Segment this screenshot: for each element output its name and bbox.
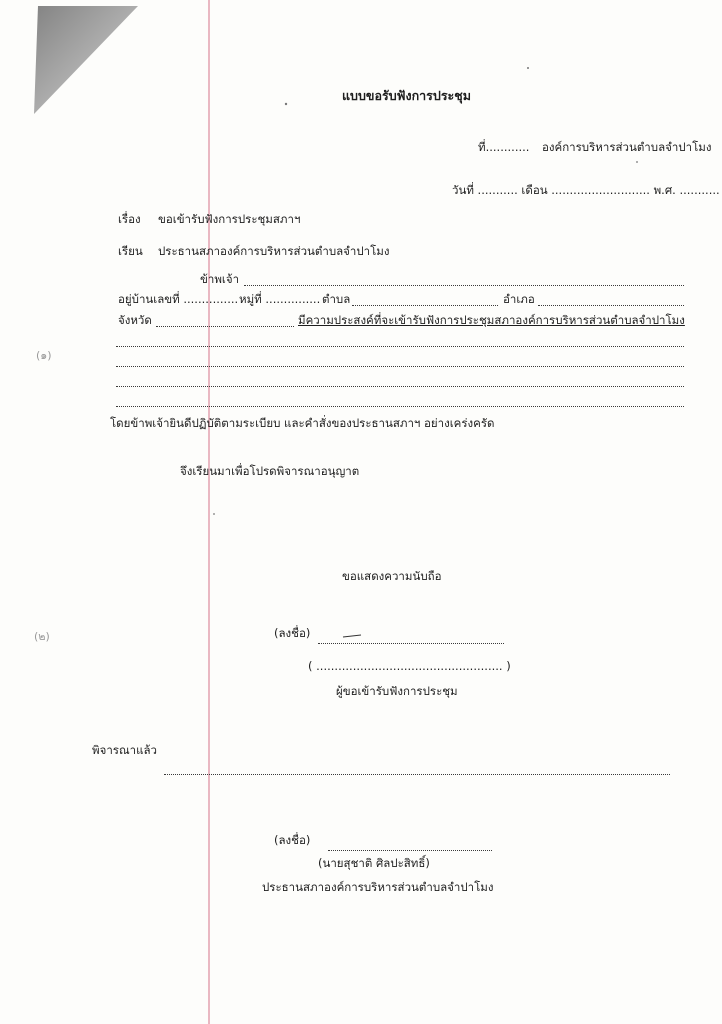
district-label: อำเภอ — [503, 292, 535, 306]
subdistrict-label: ตำบล — [322, 292, 351, 306]
margin-mark-1: (๑) — [36, 349, 52, 362]
reference-number-field: ที่............ — [478, 140, 530, 154]
chair-signature-label: (ลงชื่อ) — [274, 833, 311, 847]
applicant-signature-label: (ลงชื่อ) — [274, 626, 311, 640]
form-title: แบบขอรับฟังการประชุม — [342, 88, 471, 103]
purpose-text: มีความประสงค์ที่จะเข้ารับฟังการประชุมสภาองค์การบริหารส่วนตำบลจำปาโมง — [298, 313, 685, 327]
considered-label: พิจารณาแล้ว — [92, 743, 157, 757]
compliance-statement: โดยข้าพเจ้ายินดีปฏิบัติตามระเบียบ และคำสั่งของประธานสภาฯ อย่างเคร่งครัด — [110, 416, 495, 430]
applicant-printed-name-line: ( ................................................... ) — [308, 659, 511, 673]
request-statement: จึงเรียนมาเพื่อโปรดพิจารณาอนุญาต — [180, 464, 360, 478]
recipient-label: เรียน — [118, 244, 143, 258]
recipient-text: ประธานสภาองค์การบริหารส่วนตำบลจำปาโมง — [158, 244, 390, 258]
applicant-label: ข้าพเจ้า — [200, 272, 240, 286]
province-label: จังหวัด — [118, 313, 152, 327]
applicant-role: ผู้ขอเข้ารับฟังการประชุม — [336, 684, 458, 698]
date-line: วันที่ ........... เดือน ........................... พ.ศ. ........... — [452, 183, 720, 197]
subject-text: ขอเข้ารับฟังการประชุมสภาฯ — [158, 212, 301, 226]
subject-label: เรื่อง — [118, 212, 141, 226]
organization-name: องค์การบริหารส่วนตำบลจำปาโมง — [542, 140, 712, 154]
chair-title: ประธานสภาองค์การบริหารส่วนตำบลจำปาโมง — [262, 880, 494, 894]
chair-name: (นายสุชาติ ศิลปะสิทธิ์) — [318, 856, 430, 870]
closing-greeting: ขอแสดงความนับถือ — [342, 569, 442, 583]
margin-mark-2: (๒) — [34, 630, 50, 643]
house-number-label: อยู่บ้านเลขที่ ............... — [118, 292, 239, 306]
village-number-label: หมู่ที่ ............... — [239, 292, 321, 306]
